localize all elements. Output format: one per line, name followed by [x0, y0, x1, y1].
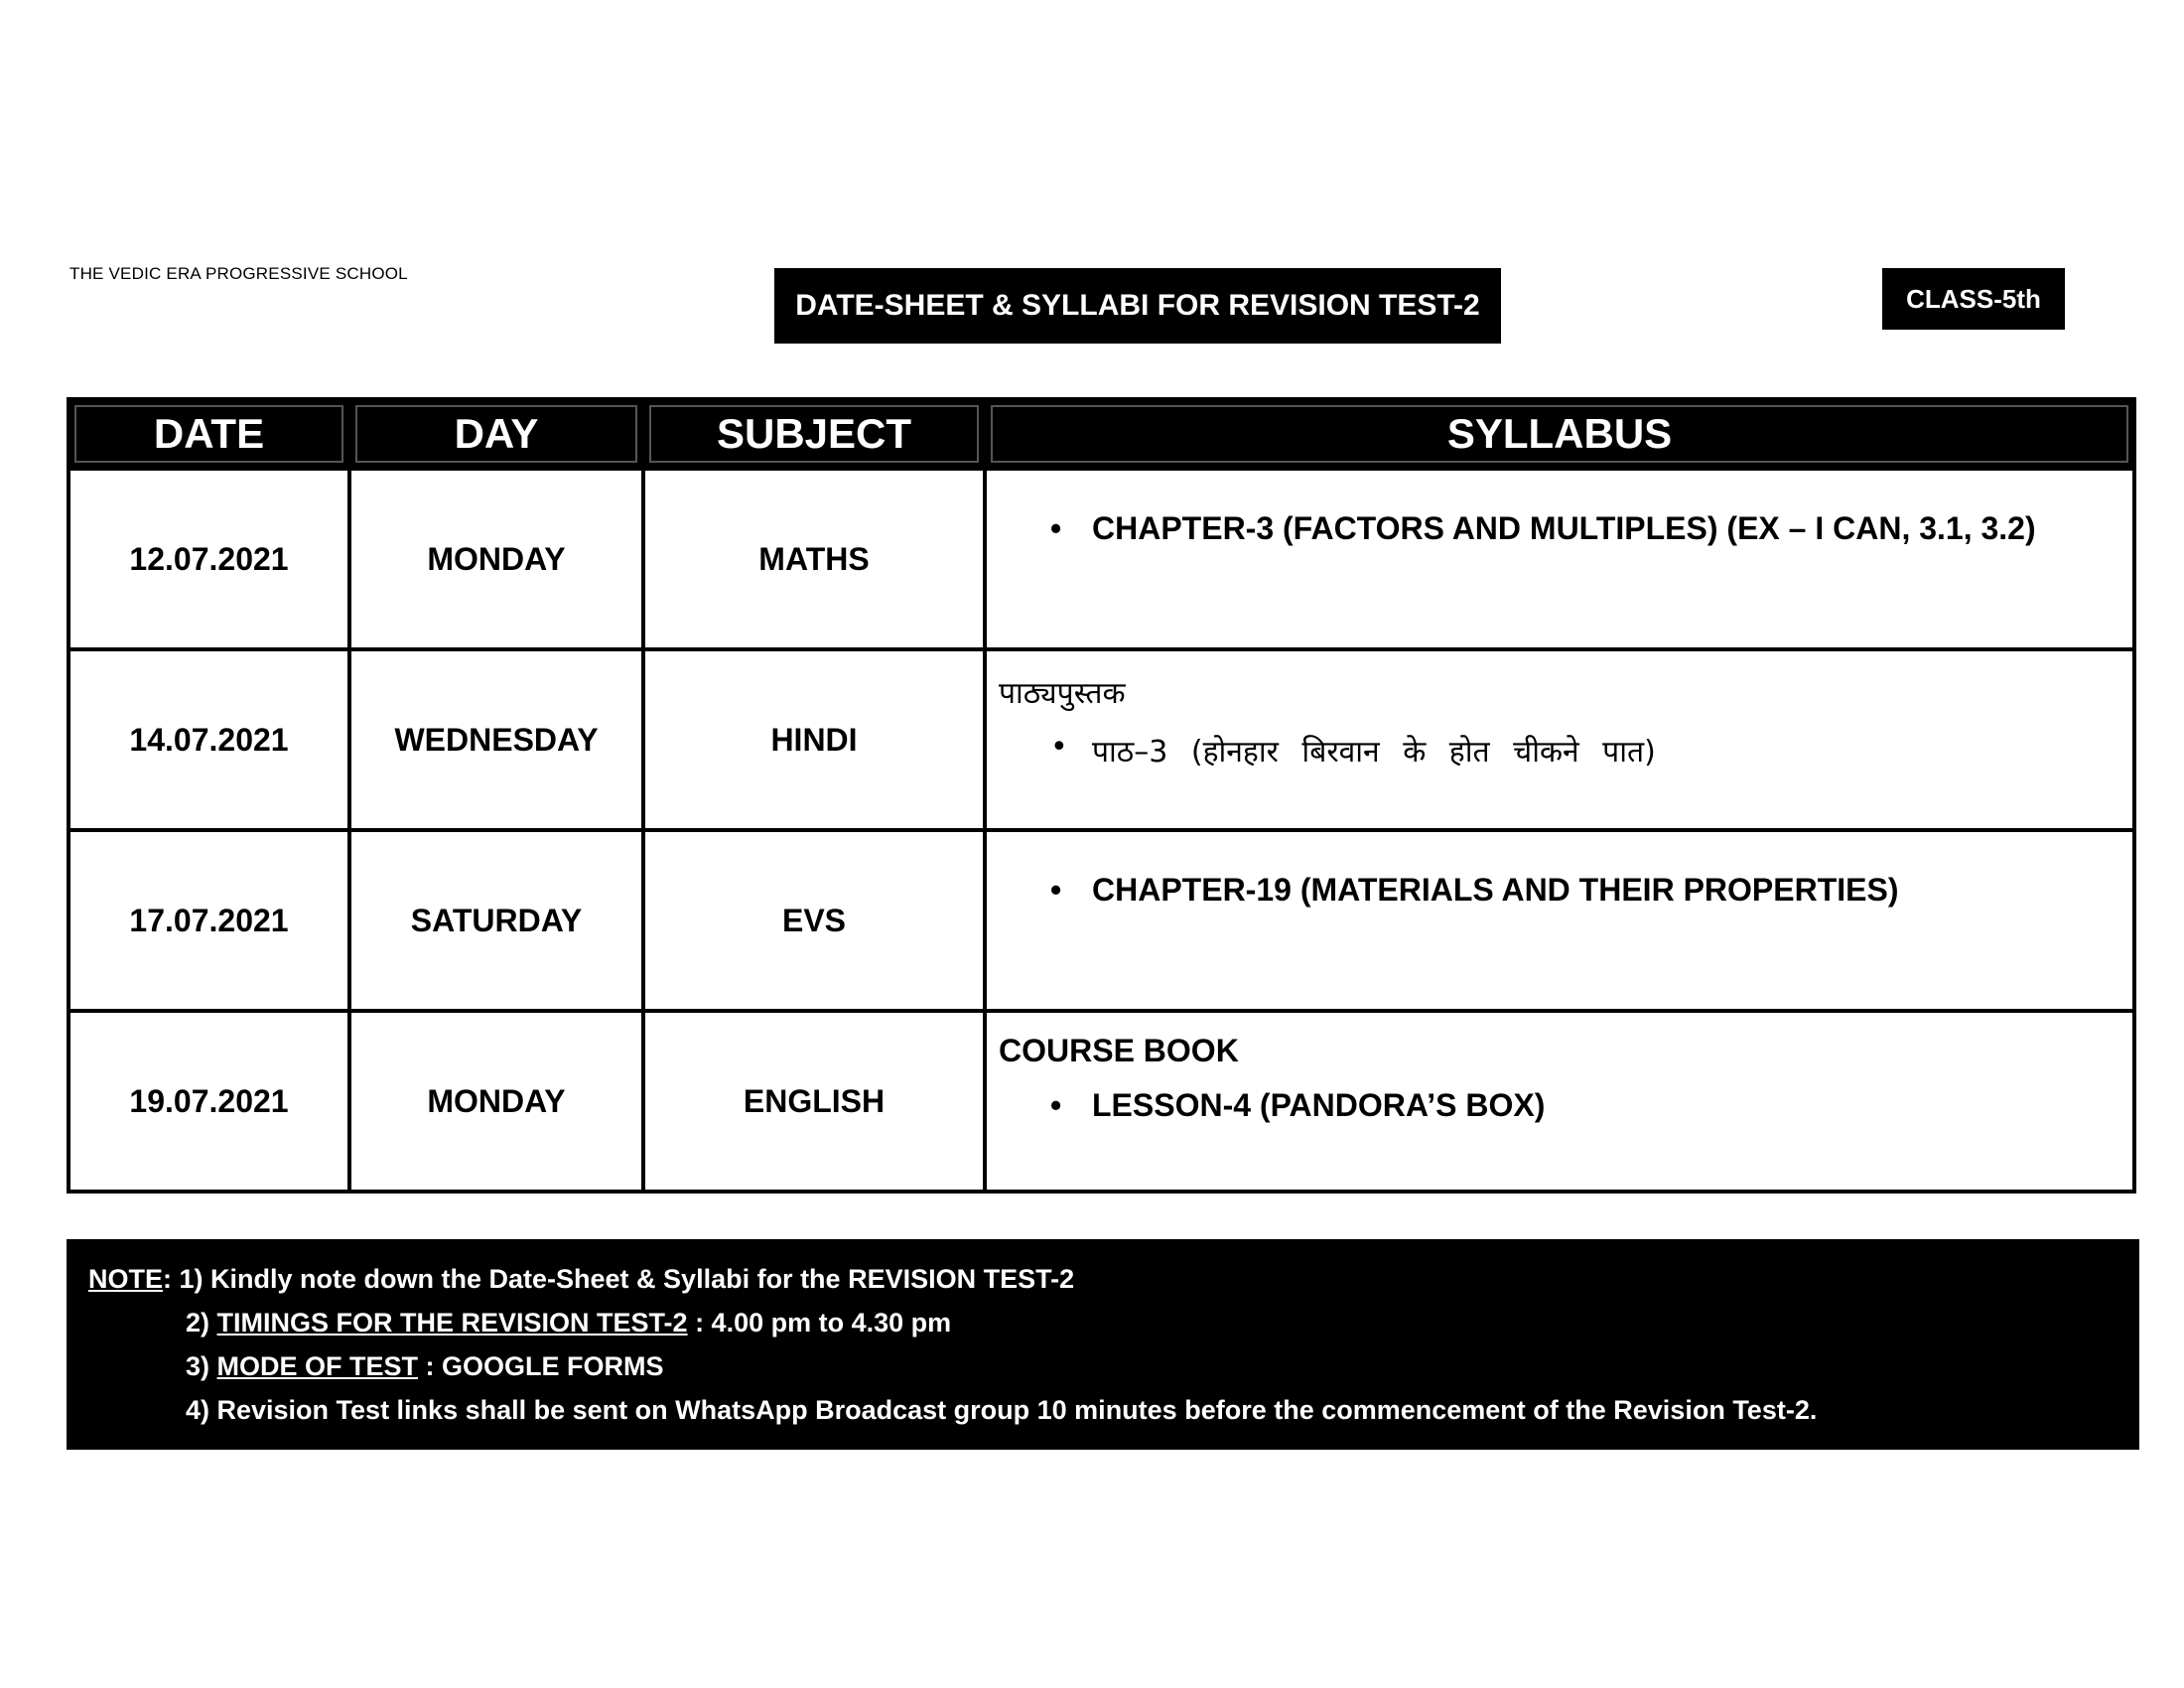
table-row — [68, 649, 2134, 830]
header-syllabus: SYLLABUS — [985, 399, 2134, 469]
syllabus-item: • CHAPTER-3 (FACTORS AND MULTIPLES) (EX – I CAN, 3.1, 3.2) — [999, 510, 2120, 547]
row-subject: HINDI — [643, 649, 985, 830]
date-sheet-table — [67, 397, 2136, 1194]
class-label: CLASS-5th — [1882, 268, 2065, 330]
row-subject: ENGLISH — [643, 1011, 985, 1192]
syllabus-item: • पाठ–3 (होनहार बिरवान के होत चीकने पात) — [999, 730, 2120, 771]
syllabus-list — [999, 510, 2120, 547]
row-day: SATURDAY — [349, 830, 643, 1011]
note-prefix-3: 3) — [186, 1351, 217, 1381]
syllabus-heading: COURSE BOOK — [999, 1033, 1239, 1068]
row-syllabus — [985, 649, 2134, 830]
note-prefix-2: 2) — [186, 1308, 217, 1337]
table-row — [68, 830, 2134, 1011]
row-syllabus — [985, 1011, 2134, 1192]
row-subject: MATHS — [643, 469, 985, 649]
table-row — [68, 1011, 2134, 1192]
header-subject: SUBJECT — [643, 399, 985, 469]
row-day: MONDAY — [349, 469, 643, 649]
header-date: DATE — [68, 399, 349, 469]
row-date: 14.07.2021 — [68, 649, 349, 830]
note-line-4: 4) Revision Test links shall be sent on WhatsApp Broadcast group 10 minutes before the commencement of the Revision Test-2. — [186, 1395, 1818, 1425]
row-subject: EVS — [643, 830, 985, 1011]
row-date: 12.07.2021 — [68, 469, 349, 649]
syllabus-list — [999, 1087, 2120, 1124]
syllabus-item: • LESSON-4 (PANDORA’S BOX) — [999, 1087, 2120, 1124]
syllabus-item: • CHAPTER-19 (MATERIALS AND THEIR PROPERTIES) — [999, 872, 2120, 909]
note-mode-value: : GOOGLE FORMS — [418, 1351, 664, 1381]
note-text-1: : 1) Kindly note down the Date-Sheet & Syllabi for the REVISION TEST-2 — [163, 1264, 1075, 1294]
note-timings-value: : 4.00 pm to 4.30 pm — [687, 1308, 952, 1337]
note-line-1 — [67, 1257, 2139, 1301]
header-day: DAY — [349, 399, 643, 469]
note-box — [67, 1239, 2139, 1450]
note-mode-label: MODE OF TEST — [216, 1351, 419, 1381]
row-syllabus — [985, 469, 2134, 649]
table-row — [68, 469, 2134, 649]
document-title: DATE-SHEET & SYLLABI FOR REVISION TEST-2 — [774, 268, 1501, 344]
note-label: NOTE — [88, 1264, 164, 1294]
school-name: THE VEDIC ERA PROGRESSIVE SCHOOL — [69, 264, 408, 283]
row-syllabus — [985, 830, 2134, 1011]
row-day: MONDAY — [349, 1011, 643, 1192]
note-line-2 — [67, 1301, 2139, 1344]
syllabus-list — [999, 730, 2120, 771]
row-date: 19.07.2021 — [68, 1011, 349, 1192]
table-header-row — [68, 399, 2134, 469]
row-day: WEDNESDAY — [349, 649, 643, 830]
note-line-3 — [67, 1344, 2139, 1388]
syllabus-list — [999, 872, 2120, 909]
note-timings-label: TIMINGS FOR THE REVISION TEST-2 — [216, 1308, 688, 1337]
row-date: 17.07.2021 — [68, 830, 349, 1011]
syllabus-heading: पाठ्यपुस्तक — [999, 676, 1126, 711]
